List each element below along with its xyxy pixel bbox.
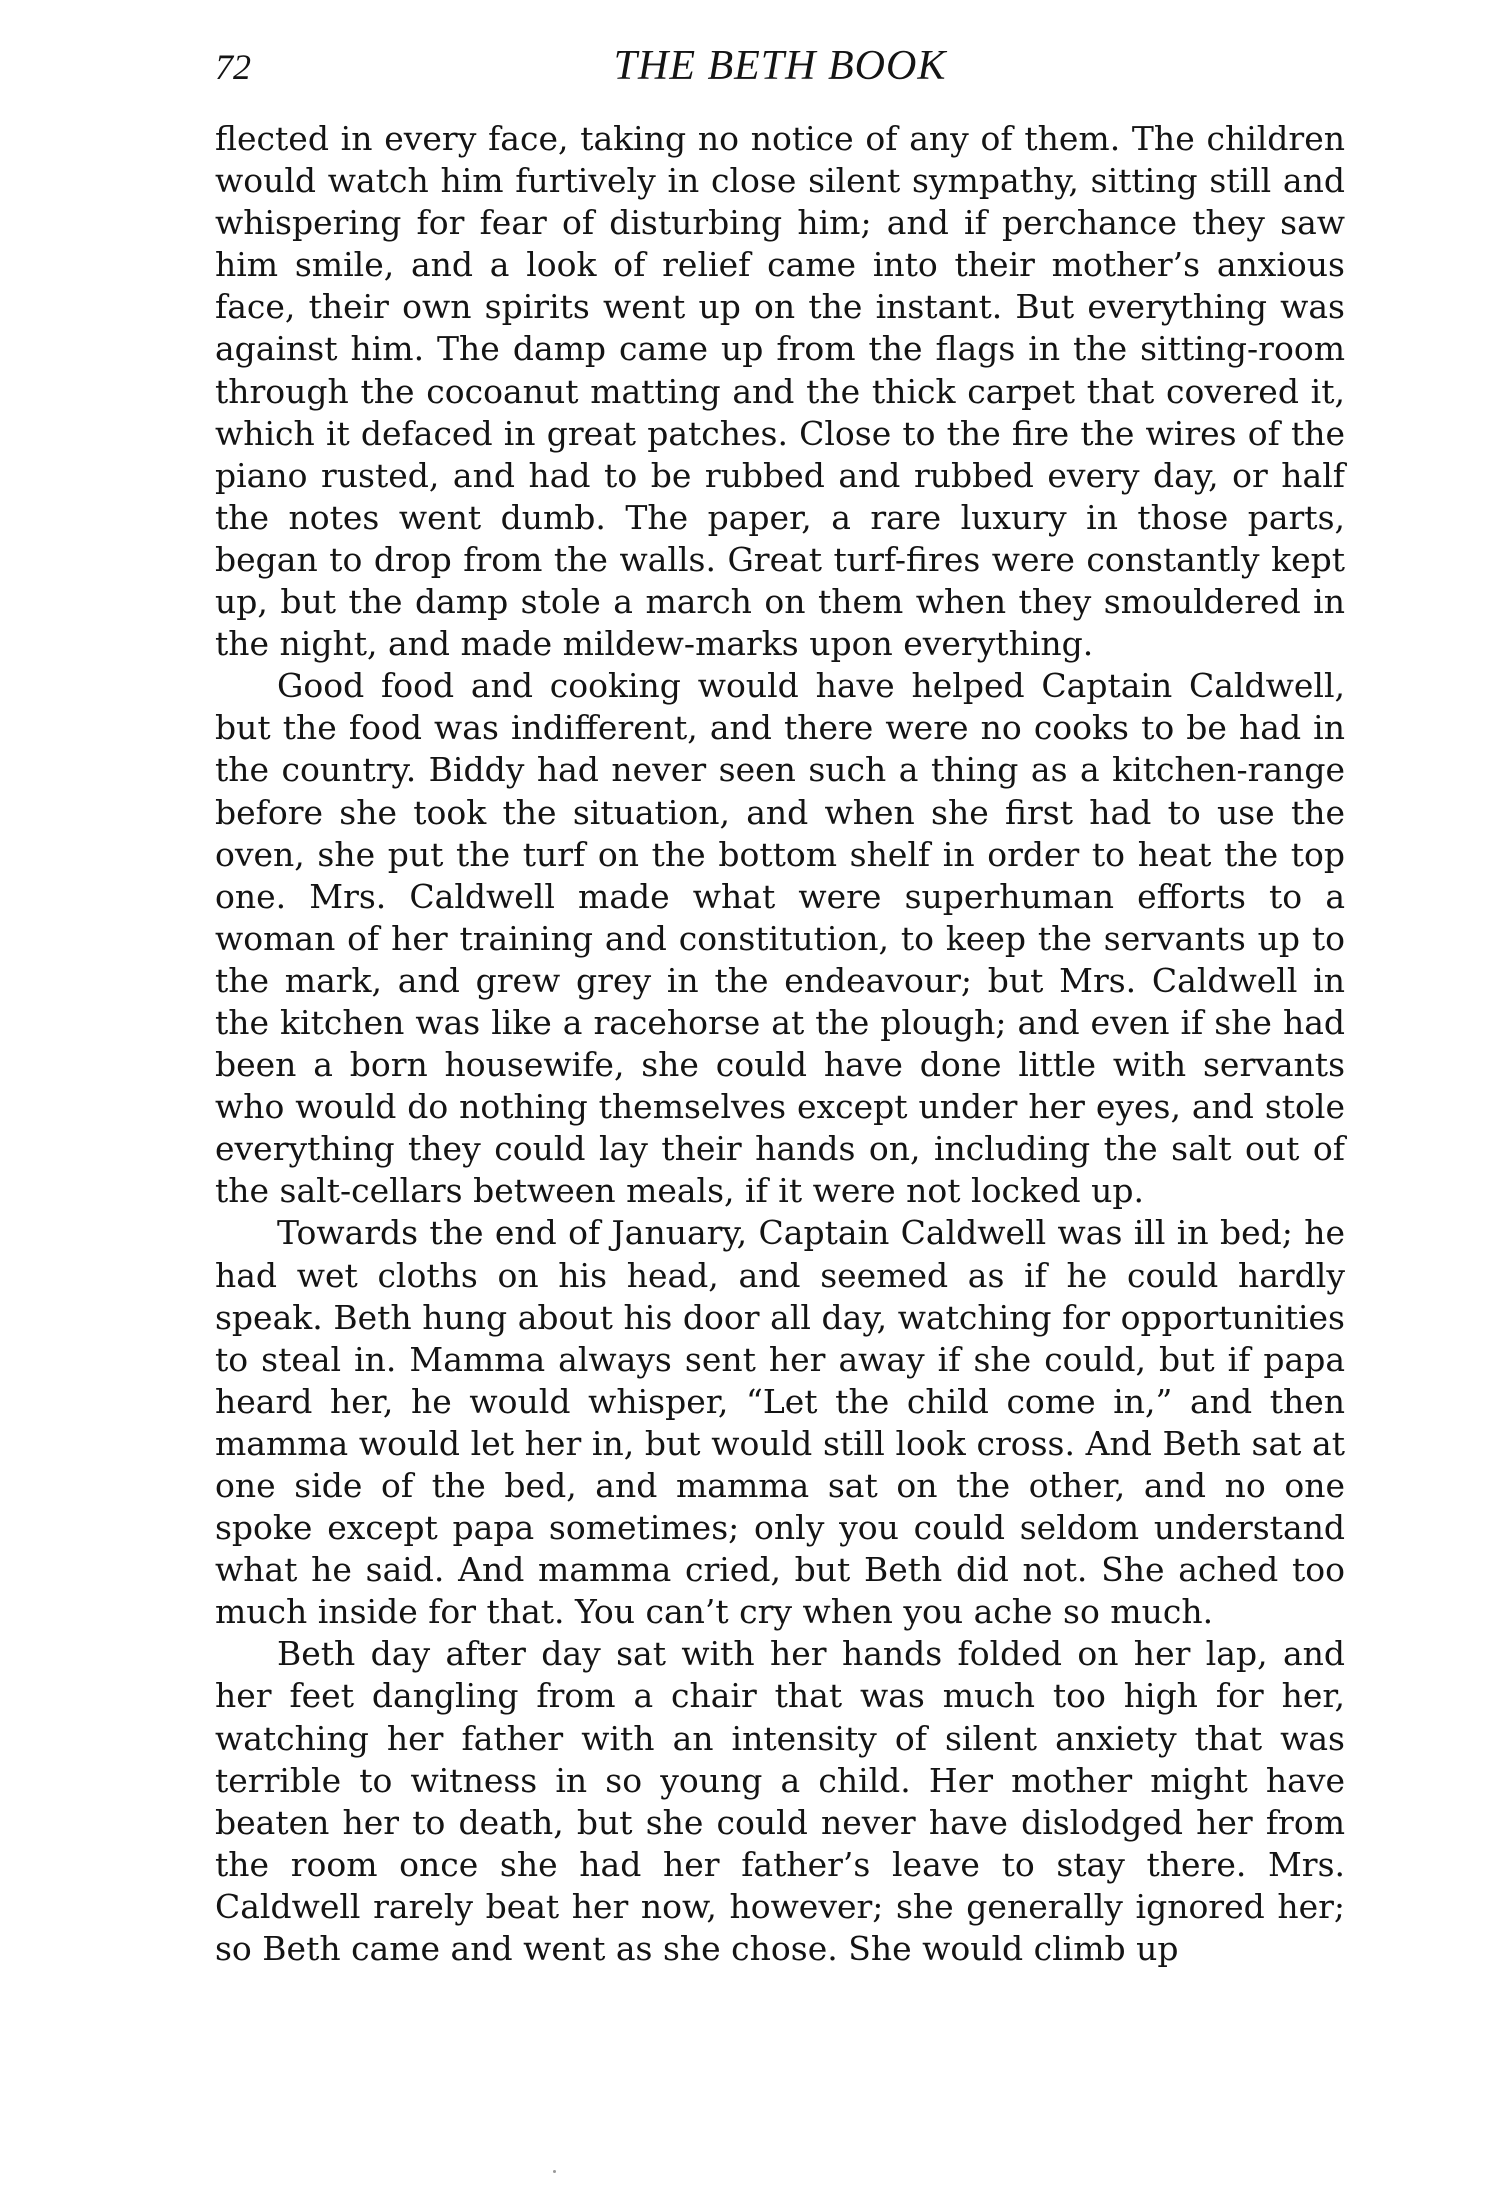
- page-number: 72: [215, 47, 251, 87]
- paragraph: flected in every face, taking no notice of any of them. The children would watch him furtively in close silent sympathy, sitting still and whispering for fear of disturbing him; and if perchance they saw him smile, and a look of relief came into their mother’s anxious face, their own spirits went up on the instant. But everything was against him. The damp came up from the flags in the sitting-room through the cocoanut matting and the thick carpet that covered it, which it defaced in great patches. Close to the fire the wires of the piano rusted, and had to be rubbed and rubbed every day, or half the notes went dumb. The paper, a rare luxury in those parts, began to drop from the walls. Great turf-fires were constantly kept up, but the damp stole a march on them when they smouldered in the night, and made mildew-marks upon everything.: [215, 119, 1345, 664]
- paragraph: Good food and cooking would have helped Captain Caldwell, but the food was indifferent, and there were no cooks to be had in the country. Biddy had never seen such a thing as a kitchen-range before she took the situation, and when she first had to use the oven, she put the turf on the bottom shelf in order to heat the top one. Mrs. Caldwell made what were superhuman efforts to a woman of her training and constitution, to keep the servants up to the mark, and grew grey in the endeavour; but Mrs. Caldwell in the kitchen was like a racehorse at the plough; and even if she had been a born housewife, she could have done little with servants who would do nothing themselves except under her eyes, and stole everything they could lay their hands on, including the salt out of the salt-cellars between meals, if it were not locked up.: [215, 666, 1345, 1211]
- page-header: [215, 40, 1345, 100]
- print-speck: [553, 2170, 556, 2173]
- body-text: [215, 118, 1345, 1970]
- paragraph: Towards the end of January, Captain Caldwell was ill in bed; he had wet cloths on his head, and seemed as if he could hardly speak. Beth hung about his door all day, watching for opportunities to steal in. Mamma always sent her away if she could, but if papa heard her, he would whisper, “Let the child come in,” and then mamma would let her in, but would still look cross. And Beth sat at one side of the bed, and mamma sat on the other, and no one spoke except papa sometimes; only you could seldom understand what he said. And mamma cried, but Beth did not. She ached too much inside for that. You can’t cry when you ache so much.: [215, 1213, 1345, 1632]
- paragraph: Beth day after day sat with her hands folded on her lap, and her feet dangling from a chair that was much too high for her, watching her father with an intensity of silent anxiety that was terrible to witness in so young a child. Her mother might have beaten her to death, but she could never have dislodged her from the room once she had her father’s leave to stay there. Mrs. Caldwell rarely beat her now, however; she generally ignored her; so Beth came and went as she chose. She would climb up: [215, 1634, 1345, 1969]
- running-title: THE BETH BOOK: [613, 43, 947, 89]
